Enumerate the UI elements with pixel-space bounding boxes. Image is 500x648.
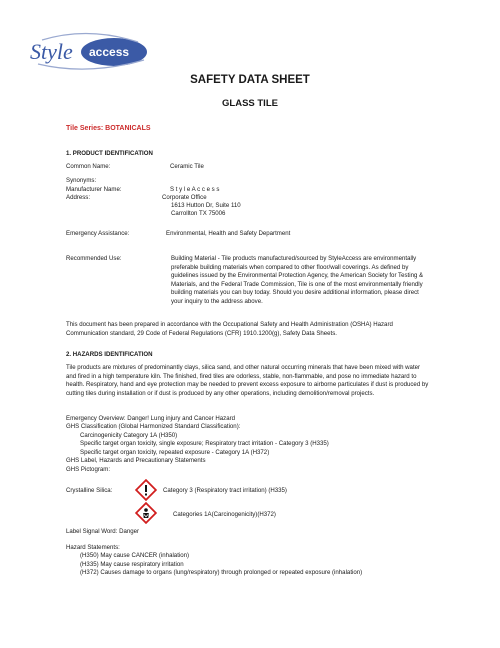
hazard-statement: (H372) Causes damage to organs (lung/respiratory) through prolonged or repeated exposure (inhalation) (80, 569, 363, 576)
recommended-use-line: guidelines issued by the Environmental Protection Agency, the American Society for Testing & (171, 272, 424, 279)
hazard-statement: (H335) May cause respiratory irritation (80, 561, 184, 568)
section2-heading: 2. HAZARDS IDENTIFICATION (66, 351, 153, 358)
crystalline-silica-label: Crystalline Silica: (66, 487, 113, 494)
section1-heading: 1. PRODUCT IDENTIFICATION (66, 150, 153, 157)
recommended-use-line: your inquiry to the address above. (171, 298, 263, 305)
ghs-classification: GHS Classification (Global Harmonized Standard Classification): (66, 423, 241, 430)
recommended-use-label: Recommended Use: (66, 255, 122, 262)
pictogram1-description: Category 3 (Respiratory tract irritation) (H335) (163, 487, 287, 494)
ghs-label-line: GHS Label, Hazards and Precautionary Statements (66, 457, 206, 464)
manufacturer-value: S t y l e A c c e s s (170, 186, 220, 193)
ghs-item: Specific target organ toxicity, repeated exposure - Category 1A (H372) (80, 449, 270, 456)
emergency-label: Emergency Assistance: (66, 230, 130, 237)
label-signal-word: Label Signal Word: Danger (66, 528, 140, 535)
hazards-intro-line: Tile products are mixtures of predominantly clays, silica sand, and other natural occurring minerals that have been mixed with water (66, 364, 421, 371)
common-name-label: Common Name: (66, 163, 111, 170)
hazard-statements-heading: Hazard Statements: (66, 544, 120, 551)
address-line: 1613 Hutton Dr, Suite 110 (171, 202, 241, 209)
recommended-use-line: preferable building materials when compared to other floor/wall coverings. As defined by (171, 264, 409, 271)
ghs-item: Carcinogenicity Category 1A (H350) (80, 432, 178, 439)
document-subtitle: GLASS TILE (222, 98, 278, 109)
tile-series: Tile Series: BOTANICALS (66, 125, 151, 132)
address-label: Address: (66, 194, 91, 201)
address-line: Corporate Office (162, 194, 207, 201)
hazard-statement: (H350) May cause CANCER (inhalation) (80, 552, 190, 559)
hazards-intro-line: cutting tiles during installation or if dust is produced by any other operations, including demolition/removal projects. (66, 390, 375, 397)
ghs-item: Specific target organ toxicity, single exposure; Respiratory tract irritation - Category 3 (H335) (80, 440, 329, 447)
common-name-value: Ceramic Tile (170, 163, 204, 170)
emergency-overview: Emergency Overview: Danger! Lung injury and Cancer Hazard (66, 415, 236, 422)
recommended-use-line: Building Material - Tile products manufactured/sourced by StyleAccess are environmentally (171, 255, 417, 262)
exclamation-hazard-icon (135, 479, 157, 501)
logo-text-access: access (89, 45, 130, 59)
osha-statement-line: This document has been prepared in accordance with the Occupational Safety and Health Administration (OSHA) Hazard (66, 321, 393, 328)
health-hazard-icon (135, 502, 157, 524)
manufacturer-label: Manufacturer Name: (66, 186, 122, 193)
emergency-value: Environmental, Health and Safety Department (166, 230, 291, 237)
address-line: Carrollton TX 75006 (171, 210, 226, 217)
pictogram2-description: Categories 1A(Carcinogenicity)(H372) (173, 511, 276, 518)
logo-text-style: Style (30, 39, 73, 64)
recommended-use-line: building materials you can buy today. Should you desire additional information, please direct (171, 289, 419, 296)
company-logo (28, 32, 150, 72)
document-title: SAFETY DATA SHEET (190, 74, 310, 86)
synonyms-label: Synonyms: (66, 177, 97, 184)
recommended-use-line: Materials, and the Federal Trade Commission, Tile is one of the most environmentally friendly (171, 281, 423, 288)
hazards-intro-line: health. Respiratory, hand and eye protection may be needed to prevent excess exposure to airborne particulates if dust is produced by (66, 381, 429, 388)
osha-statement-line: Communication standard, 29 Code of Federal Regulations (CFR) 1910.1200(g), Safety Data Sheets. (66, 330, 337, 337)
ghs-pictogram-label: GHS Pictogram: (66, 466, 111, 473)
hazards-intro-line: and fired in a high temperature kiln. The finished, fired tiles are odorless, stable, non-flammable, and pose no immediate hazard to (66, 373, 417, 380)
